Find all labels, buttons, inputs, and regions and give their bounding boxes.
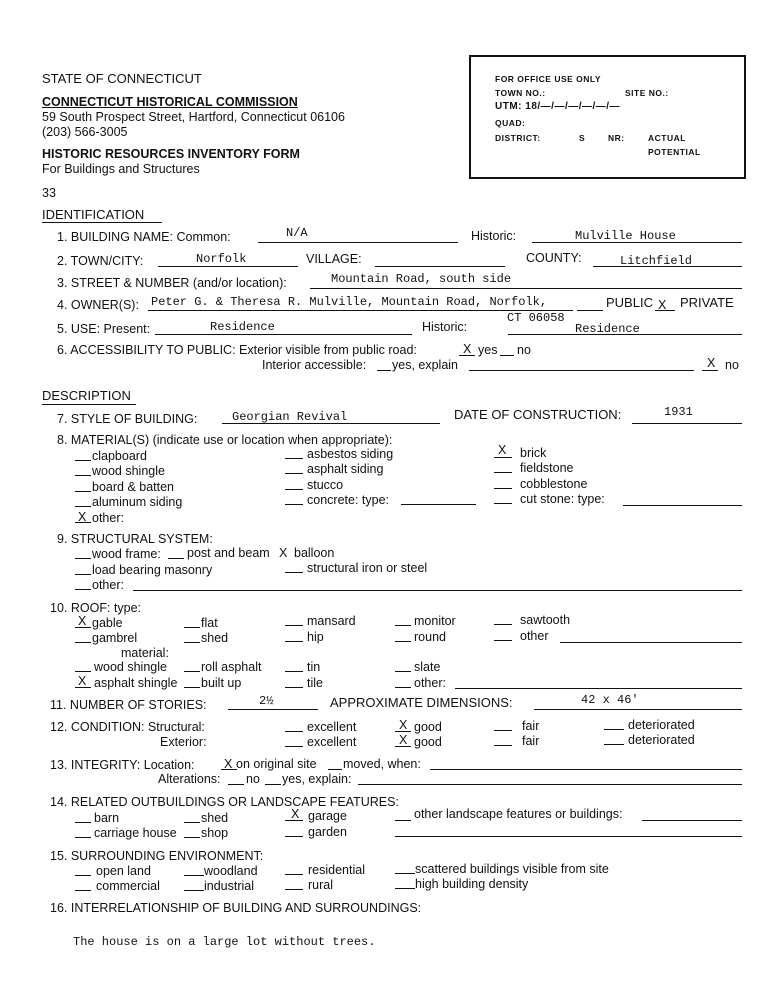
q10-rollasphalt-line xyxy=(184,671,200,672)
q10-other-check-line xyxy=(494,640,512,641)
q12-ext-good: good xyxy=(414,735,442,749)
q14-garage: garage xyxy=(308,809,347,823)
q10-monitor-line xyxy=(395,625,411,626)
q13-original: on original site xyxy=(236,757,317,771)
q14-garden: garden xyxy=(308,825,347,839)
q9-postbeam: post and beam xyxy=(187,546,270,560)
q10-rollasphalt: roll asphalt xyxy=(201,660,262,674)
q2-county-line xyxy=(593,266,742,267)
q4-public-mark[interactable]: X xyxy=(658,298,667,312)
q8-other: other: xyxy=(92,511,124,525)
q14-barn-line xyxy=(75,822,91,823)
q10-builtup: built up xyxy=(201,676,242,690)
q4-public-line xyxy=(577,310,603,311)
q6-explain-line xyxy=(469,370,694,371)
state-heading: STATE OF CONNECTICUT xyxy=(42,71,202,86)
q4-public-label: PUBLIC xyxy=(606,295,653,310)
q15-high: high building density xyxy=(415,877,529,891)
q6-no: no xyxy=(517,343,531,357)
q14-garden-line xyxy=(285,836,303,837)
q6-no-mark[interactable]: X xyxy=(707,356,716,370)
q15-woodland: woodland xyxy=(204,864,258,878)
q8-concrete-type-line xyxy=(401,504,476,505)
q8-other-line xyxy=(75,522,91,523)
q10-slate-line xyxy=(395,671,411,672)
q13-yes-line xyxy=(265,784,281,785)
q13-moved-line xyxy=(328,769,342,770)
q9-balloon-mark[interactable]: X xyxy=(279,546,288,560)
q9-iron: structural iron or steel xyxy=(307,561,428,575)
q10-gable-line xyxy=(75,627,91,628)
q15-commercial: commercial xyxy=(96,879,160,893)
q1-common-value[interactable]: N/A xyxy=(286,226,308,240)
q8-fieldstone: fieldstone xyxy=(520,461,574,475)
q8-board: board & batten xyxy=(92,480,175,494)
q11-stories-value[interactable]: 2½ xyxy=(259,694,274,708)
q8-asphalt: asphalt siding xyxy=(307,462,384,476)
q6-yes: yes xyxy=(478,343,498,357)
q14-shed: shed xyxy=(201,811,229,825)
q8-brick-line xyxy=(494,457,512,458)
q15-commercial-line xyxy=(75,890,91,891)
q12-struct-good: good xyxy=(414,720,442,734)
q9-woodframe-line xyxy=(75,558,91,559)
q13-original-line xyxy=(221,769,237,770)
q12-struct-det-line xyxy=(604,729,624,730)
q10-hip-line xyxy=(285,641,303,642)
q10-label: 10. ROOF: type: xyxy=(50,601,142,615)
q14-shed-line xyxy=(184,822,200,823)
q5-present-line xyxy=(155,334,412,335)
q14-other-line xyxy=(395,820,411,821)
commission-heading: CONNECTICUT HISTORICAL COMMISSION xyxy=(42,95,298,109)
q15-industrial-line xyxy=(184,890,204,891)
q10-gable: gable xyxy=(92,616,123,630)
q15-residential-line xyxy=(285,874,303,875)
commission-phone: (203) 566-3005 xyxy=(42,125,128,139)
q10-tile: tile xyxy=(307,676,323,690)
q14-shop: shop xyxy=(201,826,229,840)
q8-concrete-line xyxy=(285,504,303,505)
q10-mansard-line xyxy=(285,625,303,626)
q12-ext-fair: fair xyxy=(522,734,540,748)
q12-exterior-label: Exterior: xyxy=(160,735,207,749)
q15-residential: residential xyxy=(308,863,365,877)
q15-scattered-line xyxy=(395,873,415,874)
q9-woodframe: wood frame: xyxy=(92,547,161,561)
q2-county-value[interactable]: Litchfield xyxy=(620,254,693,268)
q10-asphalt-mark[interactable]: X xyxy=(78,674,87,688)
office-utm: UTM: 18/—/—/—/—/—/— xyxy=(495,101,621,112)
q16-label: 16. INTERRELATIONSHIP OF BUILDING AND SURROUNDINGS: xyxy=(50,901,422,915)
q6-yes-explain: yes, explain xyxy=(392,358,459,372)
q15-label: 15. SURROUNDING ENVIRONMENT: xyxy=(50,849,264,863)
q14-label: 14. RELATED OUTBUILDINGS OR LANDSCAPE FEATURES: xyxy=(50,795,399,809)
q10-sawtooth: sawtooth xyxy=(520,613,571,627)
q10-gable-mark[interactable]: X xyxy=(78,614,87,628)
q5-historic-line xyxy=(508,334,742,335)
q9-masonry-line xyxy=(75,574,91,575)
q16-value[interactable]: The house is on a large lot without trees. xyxy=(73,935,376,949)
q9-other-fill-line xyxy=(133,590,742,591)
q4-value[interactable]: Peter G. & Theresa R. Mulville, Mountain Road, Norfolk, xyxy=(151,295,548,309)
q2-county-label: COUNTY: xyxy=(526,251,582,265)
q2-town-value[interactable]: Norfolk xyxy=(196,252,247,266)
q8-board-line xyxy=(75,491,91,492)
identification-underline xyxy=(42,222,162,223)
q13-alterations: Alterations: xyxy=(158,772,221,786)
q13-no: no xyxy=(246,772,260,786)
q13-location-mark[interactable]: X xyxy=(224,757,233,771)
office-actual: ACTUAL xyxy=(648,133,686,143)
q10-woodshingle: wood shingle xyxy=(94,660,167,674)
q8-stucco-line xyxy=(285,489,303,490)
q14-shop-line xyxy=(184,837,200,838)
q12-struct-excellent-line xyxy=(285,731,303,732)
q8-stucco: stucco xyxy=(307,478,344,492)
q12-struct-good-line xyxy=(395,731,411,732)
q4-label: 4. OWNER(S): xyxy=(57,298,139,312)
q14-garage-line xyxy=(285,820,303,821)
q4-private-line xyxy=(655,310,675,311)
q8-cobblestone-line xyxy=(494,488,512,489)
q10-slate: slate xyxy=(414,660,441,674)
q10-round: round xyxy=(414,630,446,644)
q9-masonry: load bearing masonry xyxy=(92,563,213,577)
q1-label: 1. BUILDING NAME: Common: xyxy=(57,230,231,244)
q8-brick-mark[interactable]: X xyxy=(498,443,507,457)
q8-woodshingle-line xyxy=(75,475,91,476)
description-heading: DESCRIPTION xyxy=(42,388,131,403)
q8-cutstone-line xyxy=(494,503,512,504)
q12-struct-excellent: excellent xyxy=(307,720,357,734)
q15-rural: rural xyxy=(308,878,334,892)
q8-clapboard: clapboard xyxy=(92,449,147,463)
q10-flat-line xyxy=(184,627,200,628)
q3-line xyxy=(310,288,742,289)
q9-postbeam-line xyxy=(168,558,184,559)
q5-historic-label: Historic: xyxy=(422,320,468,334)
q10-tin-line xyxy=(285,671,303,672)
identification-heading: IDENTIFICATION xyxy=(42,207,145,222)
q5-present-value[interactable]: Residence xyxy=(210,320,275,334)
q14-carriage: carriage house xyxy=(94,826,177,840)
q15-woodland-line xyxy=(184,875,204,876)
q8-aluminum: aluminum siding xyxy=(92,495,183,509)
office-nr: NR: xyxy=(608,133,625,143)
q10-tin: tin xyxy=(307,660,321,674)
office-town-no: TOWN NO.: xyxy=(495,88,546,98)
q10-gambrel-line xyxy=(75,642,91,643)
q8-other-mark[interactable]: X xyxy=(78,510,87,524)
q10-other2: other: xyxy=(414,676,446,690)
q14-other-fill-line2 xyxy=(395,836,742,837)
q4-value-line2[interactable]: CT 06058 xyxy=(507,311,565,325)
q2-town-line xyxy=(158,266,298,267)
q13-alterations-fill-line xyxy=(358,784,742,785)
q10-material-label: material: xyxy=(121,646,169,660)
q11-dim-value[interactable]: 42 x 46' xyxy=(581,693,639,707)
office-potential: POTENTIAL xyxy=(648,147,701,157)
q1-historic-value[interactable]: Mulville House xyxy=(575,229,676,243)
q13-no-line xyxy=(228,784,244,785)
q12-struct-fair: fair xyxy=(522,719,540,733)
q10-gambrel: gambrel xyxy=(92,631,138,645)
q11-dim-line xyxy=(534,709,742,710)
q10-asphaltshingle: asphalt shingle xyxy=(94,676,178,690)
q6-label: 6. ACCESSIBILITY TO PUBLIC: Exterior visible from public road: xyxy=(57,343,417,357)
q8-clapboard-line xyxy=(75,460,91,461)
q8-cutstone-type-line xyxy=(623,505,742,506)
office-site-no: SITE NO.: xyxy=(625,88,669,98)
q10-builtup-line xyxy=(184,687,200,688)
q10-other2-fill-line xyxy=(455,688,742,689)
q9-label: 9. STRUCTURAL SYSTEM: xyxy=(57,532,213,546)
q10-woodshingle-line xyxy=(75,671,91,672)
q12-struct-good-mark[interactable]: X xyxy=(399,718,408,732)
q10-round-line xyxy=(395,641,411,642)
q13-label: 13. INTEGRITY: Location: xyxy=(50,758,195,772)
q10-shed: shed xyxy=(201,631,229,645)
q13-moved-fill-line xyxy=(430,769,742,770)
q8-cobblestone: cobblestone xyxy=(520,477,588,491)
q13-yes: yes, explain: xyxy=(282,772,352,786)
q8-label: 8. MATERIAL(S) (indicate use or location when appropriate): xyxy=(57,433,393,447)
q8-concrete: concrete: type: xyxy=(307,493,389,507)
q10-other: other xyxy=(520,629,549,643)
q11-label: 11. NUMBER OF STORIES: xyxy=(50,698,207,712)
q4-private-label: PRIVATE xyxy=(680,295,734,310)
q1-common-line xyxy=(258,242,458,243)
q7-label: 7. STYLE OF BUILDING: xyxy=(57,412,198,426)
q6-no-mark-line xyxy=(702,370,718,371)
q8-brick: brick xyxy=(520,446,547,460)
q10-tile-line xyxy=(285,687,303,688)
q8-asbestos-line xyxy=(285,458,303,459)
q15-open: open land xyxy=(96,864,151,878)
q8-cutstone: cut stone: type: xyxy=(520,492,605,506)
q12-ext-excellent: excellent xyxy=(307,735,357,749)
q10-hip: hip xyxy=(307,630,324,644)
q14-other: other landscape features or buildings: xyxy=(414,807,623,821)
q10-asphaltshingle-line xyxy=(75,687,91,688)
q7-date-value[interactable]: 1931 xyxy=(664,405,693,419)
q7-style-value[interactable]: Georgian Revival xyxy=(232,410,348,424)
q3-value[interactable]: Mountain Road, south side xyxy=(331,272,512,286)
q10-flat: flat xyxy=(201,616,218,630)
q9-iron-line xyxy=(285,572,303,573)
q7-date-label: DATE OF CONSTRUCTION: xyxy=(454,407,622,422)
q12-ext-fair-line xyxy=(494,745,512,746)
q12-struct-fair-line xyxy=(494,730,512,731)
q8-woodshingle: wood shingle xyxy=(92,464,165,478)
q10-other-fill-line xyxy=(560,642,742,643)
q12-ext-good-line xyxy=(395,746,411,747)
q14-other-fill-line xyxy=(642,820,742,821)
q2-village-label: VILLAGE: xyxy=(306,252,362,266)
q8-aluminum-line xyxy=(75,506,91,507)
q12-label: 12. CONDITION: Structural: xyxy=(50,720,205,734)
q9-balloon: balloon xyxy=(294,546,335,560)
office-district: DISTRICT: xyxy=(495,133,541,143)
description-underline xyxy=(42,404,136,405)
q11-stories-line xyxy=(228,709,318,710)
q13-moved: moved, when: xyxy=(343,757,421,771)
q9-other-line xyxy=(75,589,91,590)
q14-garage-mark[interactable]: X xyxy=(291,807,300,821)
office-quad: QUAD: xyxy=(495,118,526,128)
q8-asphalt-line xyxy=(285,473,303,474)
q15-open-line xyxy=(75,875,91,876)
q10-other2-line xyxy=(395,687,411,688)
q7-date-line xyxy=(632,423,742,424)
q6-yes-line xyxy=(459,355,475,356)
q8-asbestos: asbestos siding xyxy=(307,447,394,461)
q1-historic-line xyxy=(532,242,742,243)
q12-ext-det: deteriorated xyxy=(628,733,695,747)
q14-carriage-line xyxy=(75,837,91,838)
q9-other: other: xyxy=(92,578,124,592)
q3-label: 3. STREET & NUMBER (and/or location): xyxy=(57,276,287,290)
q15-industrial: industrial xyxy=(204,879,255,893)
q8-fieldstone-line xyxy=(494,472,512,473)
q10-mansard: mansard xyxy=(307,614,356,628)
form-subtitle: For Buildings and Structures xyxy=(42,162,200,176)
q5-label: 5. USE: Present: xyxy=(57,322,151,336)
q10-shed-line xyxy=(184,642,200,643)
q15-scattered: scattered buildings visible from site xyxy=(415,862,609,876)
commission-address: 59 South Prospect Street, Hartford, Connecticut 06106 xyxy=(42,110,345,124)
q2-village-line xyxy=(375,266,505,267)
page-number: 33 xyxy=(42,186,56,200)
q11-dim-label: APPROXIMATE DIMENSIONS: xyxy=(330,695,513,710)
form-title: HISTORIC RESOURCES INVENTORY FORM xyxy=(42,147,300,161)
q6-interior-label: Interior accessible: xyxy=(262,358,367,372)
office-district-value: S xyxy=(579,133,586,143)
q12-ext-det-line xyxy=(604,744,624,745)
q12-ext-good-mark[interactable]: X xyxy=(399,733,408,747)
q5-historic-value[interactable]: Residence xyxy=(575,322,640,336)
q12-ext-excellent-line xyxy=(285,746,303,747)
q6-mark[interactable]: X xyxy=(463,342,472,356)
office-use-title: FOR OFFICE USE ONLY xyxy=(495,74,602,84)
q10-sawtooth-line xyxy=(494,624,512,625)
q6-no-line xyxy=(500,355,514,356)
q6-interior-yes-line xyxy=(377,370,391,371)
q6-no2: no xyxy=(725,358,739,372)
q14-barn: barn xyxy=(94,811,120,825)
q10-monitor: monitor xyxy=(414,614,456,628)
q1-historic-label: Historic: xyxy=(471,229,517,243)
q15-rural-line xyxy=(285,889,303,890)
q12-struct-det: deteriorated xyxy=(628,718,695,732)
q15-high-line xyxy=(395,888,415,889)
q7-style-line xyxy=(222,423,440,424)
q2-label: 2. TOWN/CITY: xyxy=(57,254,144,268)
